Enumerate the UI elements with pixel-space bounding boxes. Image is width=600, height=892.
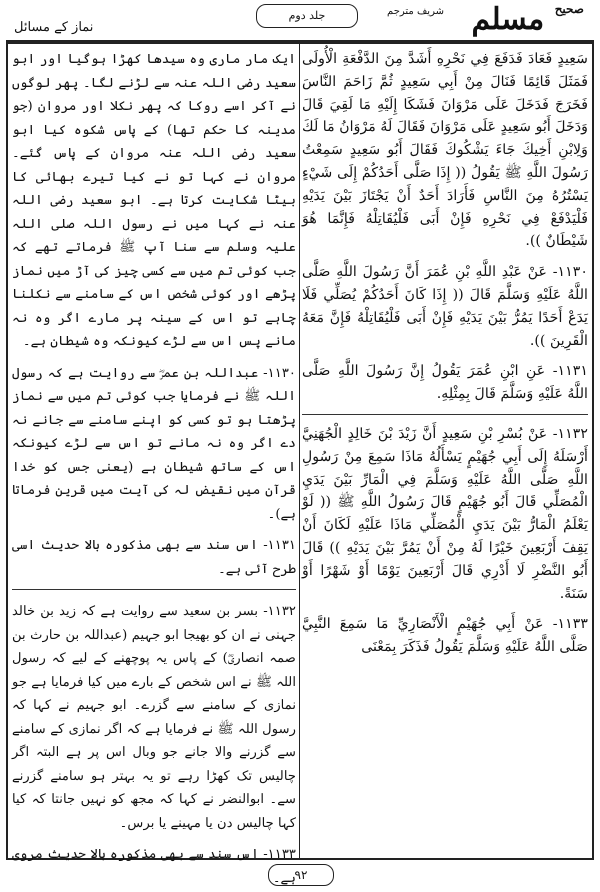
column-divider bbox=[299, 44, 300, 858]
book-title-main: مسلم bbox=[471, 2, 545, 37]
book-title-prefix: صحیح bbox=[554, 2, 584, 16]
section-title: نماز کے مسائل bbox=[14, 20, 94, 35]
urdu-translation-1130: ١١٣٠- عبداللہ بن عمرؓ سے روایت ہے کہ رسول اللہ ﷺ نے فرمایا جب کوئی تم میں سے نماز پڑھتا ہو تو کسی کو اپنے سامنے سے جانے نہ دے اگر وہ نہ مانے تو اس سے لڑے کیونکہ اس کے ساتھ شیطان ہے (یعنی جس کو خدا قرآن میں نقیض لہ کی آیت میں قرین فرماتا ہے)۔ bbox=[12, 365, 296, 522]
volume-badge: جلد دوم bbox=[256, 4, 358, 28]
arabic-column bbox=[302, 48, 588, 854]
urdu-translation-continuation: ایک مار ماری وہ سیدھا کھڑا ہوگیا اور ابو سعید رضی اللہ عنہ سے لڑنے لگا۔ پھر لوگوں نے آکر اسے روکا کہ پھر نکلا اور مروان (جو مدینہ کا حکم تھا) کے پاس شکوہ کیا ابو سعید رضی اللہ عنہ مروان کے پاس گئے۔ مروان نے کہا تو نے کیا تیرے بھائی کا بیٹا شکایت کرتا ہے۔ ابو سعید رضی اللہ عنہ نے کہا میں نے رسول اللہ صلی اللہ علیہ وسلم سے سنا آپ ﷺ فرماتے تھے کہ جب کوئی تم میں سے کسی چیز کی آڑ میں نماز پڑھے اور کوئی شخص اس کے سامنے سے نکلنا چاہے تو اس کے سینہ پر مارے اگر وہ نہ مانے پس اس سے لڑے کیونکہ وہ شیطان ہے۔ bbox=[12, 52, 296, 349]
page-header bbox=[6, 0, 594, 42]
arabic-hadith-1133: ١١٣٣- عَنْ أَبِي جُهَيْمٍ الْأَنْصَارِيِّ مَا سَمِعَ النَّبِيَّ صَلَّى اللَّهُ عَلَيْهِ وَسَلَّمَ يَقُولُ فَذَكَرَ بِمَعْنَى bbox=[302, 616, 588, 656]
urdu-translation-1131: ١١٣١- اس سند سے بھی مذکورہ بالا حدیث اسی طرح آئی ہے۔ bbox=[12, 538, 296, 577]
arabic-hadith-1132: ١١٣٢- عَنْ بُسْرِ بْنِ سَعِيدٍ أَنَّ زَيْدَ بْنَ خَالِدٍ الْجُهَنِيَّ أَرْسَلَهُ إِلَى أَبِي جُهَيْمٍ يَسْأَلُهُ مَاذَا سَمِعَ مِنْ رَسُولِ اللَّهِ صَلَّى اللَّهُ عَلَيْهِ وَسَلَّمَ فِي الْمَارِّ بَيْنَ يَدَيِ الْمُصَلِّي قَالَ أَبُو جُهَيْمٍ قَالَ رَسُولُ اللَّهِ ﷺ (( لَوْ يَعْلَمُ الْمَارُّ بَيْنَ يَدَيِ الْمُصَلِّي مَاذَا عَلَيْهِ لَكَانَ أَنْ يَقِفَ أَرْبَعِينَ خَيْرًا لَهُ مِنْ أَنْ يَمُرَّ بَيْنَ يَدَيْهِ )) قَالَ أَبُو النَّضْرِ لَا أَدْرِي قَالَ أَرْبَعِينَ يَوْمًا أَوْ شَهْرًا أَوْ سَنَةً. bbox=[302, 425, 588, 602]
section-separator bbox=[12, 589, 296, 590]
arabic-hadith-1130: ١١٣٠- عَنْ عَبْدِ اللَّهِ بْنِ عُمَرَ أَنَّ رَسُولَ اللَّهِ صَلَّى اللَّهُ عَلَيْهِ وَسَلَّمَ قَالَ (( إِذَا كَانَ أَحَدُكُمْ يُصَلِّي فَلَا يَدَعْ أَحَدًا يَمُرُّ بَيْنَ يَدَيْهِ فَإِنْ أَبَى فَلْيُقَاتِلْهُ فَإِنَّ مَعَهُ الْقَرِينَ )). bbox=[302, 264, 588, 349]
urdu-translation-1133: ١١٣٣- اس سند سے بھی مذکورہ بالا حدیث مروی ہے۔ bbox=[12, 847, 296, 886]
page-number: ٩٢ bbox=[268, 864, 334, 886]
section-separator bbox=[302, 414, 588, 415]
arabic-hadith-continuation: سَعِيدٍ فَعَادَ فَدَفَعَ فِي نَحْرِهِ أَشَدَّ مِنَ الدَّفْعَةِ الْأُولَى فَمَثَلَ قَائِمًا فَنَالَ مِنْ أَبِي سَعِيدٍ ثُمَّ زَاحَمَ النَّاسَ فَخَرَجَ فَدَخَلَ عَلَى مَرْوَانَ فَشَكَا إِلَيْهِ مَا لَقِيَ قَالَ وَدَخَلَ أَبُو سَعِيدٍ عَلَى مَرْوَانَ فَقَالَ لَهُ مَرْوَانُ مَا لَكَ وَلِابْنِ أَخِيكَ جَاءَ يَشْكُوكَ فَقَالَ أَبُو سَعِيدٍ سَمِعْتُ رَسُولَ اللَّهِ ﷺ يَقُولُ (( إِذَا صَلَّى أَحَدُكُمْ إِلَى شَيْءٍ يَسْتُرُهُ مِنَ النَّاسِ فَأَرَادَ أَحَدٌ أَنْ يَجْتَازَ بَيْنَ يَدَيْهِ فَلْيَدْفَعْ فِي نَحْرِهِ فَإِنْ أَبَى فَلْيُقَاتِلْهُ فَإِنَّمَا هُوَ شَيْطَانٌ )). bbox=[302, 51, 588, 250]
book-title bbox=[472, 2, 585, 37]
urdu-translation-1132: ١١٣٢- بسر بن سعید سے روایت ہے کہ زید بن خالد جہنی نے ان کو بھیجا ابو جہیم (عبداللہ بن حارث بن صمہ انصاریؓ) کے پاس یہ پوچھنے کے لیے کہ رسول اللہ ﷺ نے اس شخص کے بارے میں کیا فرمایا ہے جو نمازی کے سامنے سے گزرے۔ ابو جہیم نے کہا کہ رسول اللہ ﷺ نے فرمایا ہے کہ اگر نمازی کے سامنے سے گزرنے والا جانے جو وبال اس پر ہے البتہ اگر چالیس تک کھڑا رہے تو یہ بہتر ہو سامنے گزرنے سے۔ ابوالنضر نے کہا کہ مجھ کو نہیں جانتا کہ کیا کہا چالیس دن یا مہینے یا برس۔ bbox=[12, 604, 296, 831]
book-subtitle: شریف مترجم bbox=[387, 6, 444, 17]
urdu-column bbox=[12, 48, 296, 886]
arabic-hadith-1131: ١١٣١- عَنِ ابْنِ عُمَرَ يَقُولُ إِنَّ رَسُولَ اللَّهِ صَلَّى اللَّهُ عَلَيْهِ وَسَلَّمَ قَالَ بِمِثْلِهِ. bbox=[302, 363, 588, 403]
